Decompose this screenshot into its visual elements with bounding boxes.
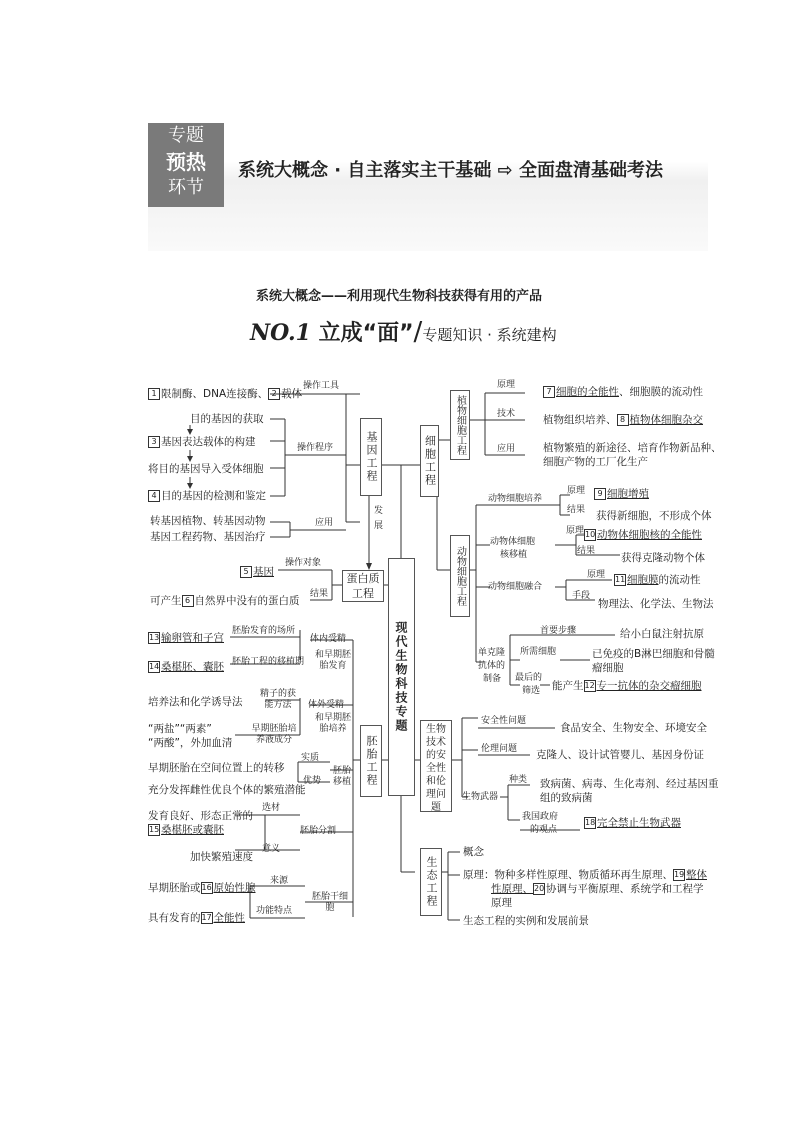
plant-app-1: 植物繁殖的新途径、培育作物新品种、 xyxy=(543,442,722,454)
gene-proc-4 xyxy=(148,490,266,503)
label-function: 功能特点 xyxy=(256,906,293,916)
protein-engineering-box: 蛋白质工程 xyxy=(342,570,384,602)
gene-proc-2 xyxy=(148,436,256,449)
blank-8: 8 xyxy=(617,414,629,426)
label-plant-tech: 技术 xyxy=(497,409,516,419)
embryo-medium-1: “两盐”“两素” xyxy=(148,723,212,735)
label-mab-1: 单克隆 xyxy=(478,648,506,658)
protein-result-post: 的蛋白质 xyxy=(257,595,300,607)
blank-20: 20 xyxy=(534,884,545,893)
plant-tech-text: 植物组织培养、 xyxy=(543,414,617,426)
embryo-source-text: 原始性腺 xyxy=(213,882,256,894)
gene-app-1: 转基因植物、转基因动物 xyxy=(150,515,266,527)
label-needed-cells: 所需细胞 xyxy=(520,647,557,657)
section-tail: 专题知识 · 系统建构 xyxy=(422,326,557,344)
blank-2: 2 xyxy=(268,388,280,400)
eco-principle-line2-pre: 性原理、 xyxy=(491,883,533,895)
label-embryo-split: 胚胎分割 xyxy=(300,826,337,836)
section-no: NO.1 xyxy=(250,320,311,346)
blank-12: 12 xyxy=(584,681,595,690)
embryo-source-pre: 早期胚胎或 xyxy=(148,882,201,894)
embryo-essence: 早期胚胎在空间位置上的转移 xyxy=(148,762,285,774)
blank-19: 19 xyxy=(674,870,685,879)
banner-title: 系统大概念 · 自主落实主干基础 ⇨ 全面盘清基础考法 xyxy=(238,160,663,181)
label-nt-result: 结果 xyxy=(577,546,596,556)
blank-16: 16 xyxy=(201,883,212,892)
blank-6: 6 xyxy=(182,595,194,607)
protein-result xyxy=(150,595,300,608)
label-operation-object: 操作对象 xyxy=(285,558,322,568)
blank-10: 10 xyxy=(585,530,596,539)
label-sperm-capacitation: 精子的获能方法 xyxy=(259,689,296,710)
label-first-step: 首要步骤 xyxy=(540,626,577,636)
embryo-selection-1: 发育良好、形态正常的 xyxy=(148,810,253,822)
label-cell-fusion: 动物细胞融合 xyxy=(488,582,543,592)
label-transfer-stage: 胚胎工程的移植期 xyxy=(232,657,305,667)
plant-app-2: 细胞产物的工厂化生产 xyxy=(543,456,648,468)
label-stem-cell: 胚胎干细胞 xyxy=(312,892,349,913)
eco-concept: 概念 xyxy=(463,846,484,858)
embryo-sperm-methods: 培养法和化学诱导法 xyxy=(148,696,243,708)
embryo-advantage: 充分发挥雌性优良个体的繁殖潜能 xyxy=(148,784,306,796)
label-medium: 早期胚胎培养液成分 xyxy=(251,724,297,745)
weapon-kinds-2: 组的致病菌 xyxy=(540,792,593,804)
eco-principle-pre: 原理：物种多样性原理、物质循环再生原理、 xyxy=(463,869,673,881)
animal-needed-cells-2: 瘤细胞 xyxy=(592,662,624,674)
embryo-function-text: 全能性 xyxy=(213,912,245,924)
label-develop: 发展 xyxy=(372,505,382,535)
embryo-selection-2 xyxy=(148,824,224,837)
label-culture: 和早期胚胎培养 xyxy=(314,713,351,734)
gene-tools-text: 限制酶、DNA连接酶、 xyxy=(161,388,269,400)
blank-18: 18 xyxy=(585,818,596,827)
label-source: 来源 xyxy=(270,876,289,886)
cell-engineering-box: 细胞工程 xyxy=(420,425,439,497)
label-fusion-means: 手段 xyxy=(572,591,591,601)
animal-fusion-principle-text2: 的流动性 xyxy=(658,574,701,586)
eco-principle-3: 原理 xyxy=(491,897,512,909)
badge-line-2: 预热 xyxy=(166,150,206,174)
gene-proc-1: 目的基因的获取 xyxy=(190,413,264,425)
blank-17: 17 xyxy=(201,913,212,922)
plant-cell-box: 植物细胞工程 xyxy=(450,390,470,460)
gene-proc-4-text: 目的基因的检测和鉴定 xyxy=(161,490,266,502)
embryo-engineering-box: 胚胎工程 xyxy=(360,725,382,797)
embryo-significance: 加快繁殖速度 xyxy=(190,851,253,863)
badge-line-1: 专题 xyxy=(168,125,204,146)
blank-15: 15 xyxy=(149,825,160,834)
safety-issues: 食品安全、生物安全、环境安全 xyxy=(560,722,707,734)
blank-9: 9 xyxy=(594,488,606,500)
animal-fusion-principle xyxy=(614,574,701,587)
blank-7: 7 xyxy=(543,386,555,398)
gene-engineering-box: 基因工程 xyxy=(360,418,382,496)
label-in-vivo: 体内受精 xyxy=(310,634,347,644)
gene-proc-3: 将目的基因导入受体细胞 xyxy=(148,463,264,475)
blank-14: 14 xyxy=(149,662,160,671)
eco-principle-b: 协调与平衡原理、系统学和工程学 xyxy=(546,883,704,895)
gene-tools-text2: 载体 xyxy=(281,388,303,400)
label-nuclear-transfer-1: 动物体细胞 xyxy=(490,537,536,547)
blank-4: 4 xyxy=(148,490,160,502)
government-view-text: 完全禁止生物武器 xyxy=(597,817,681,829)
plant-tech-text2: 植物体细胞杂交 xyxy=(629,414,703,426)
label-safety: 安全性问题 xyxy=(481,716,527,726)
safety-ethics-box: 生物技术的安全性和伦理问题 xyxy=(420,720,452,812)
label-final-screen-2: 筛选 xyxy=(522,686,541,696)
section-title: 立成“面” xyxy=(318,321,414,346)
plant-principle-text2: 、细胞膜的流动性 xyxy=(619,386,703,398)
embryo-function xyxy=(148,912,245,925)
gene-proc-2-text: 基因表达载体的构建 xyxy=(161,436,256,448)
label-bio-weapons: 生物武器 xyxy=(462,792,499,802)
animal-culture-result: 获得新细胞，不形成个体 xyxy=(596,510,712,522)
government-view xyxy=(584,817,681,830)
animal-cell-box: 动物细胞工程 xyxy=(450,535,470,617)
subtitle: 系统大概念——利用现代生物科技获得有用的产品 xyxy=(256,289,543,304)
label-nt-principle: 原理 xyxy=(566,526,585,536)
label-result: 结果 xyxy=(310,589,329,599)
eco-principle-1 xyxy=(463,869,707,882)
label-government-1: 我国政府 xyxy=(522,812,559,822)
animal-first-step: 给小白鼠注射抗原 xyxy=(620,628,704,640)
label-culture-principle: 原理 xyxy=(567,486,586,496)
label-plant-app: 应用 xyxy=(497,444,516,454)
label-fusion-principle: 原理 xyxy=(587,570,606,580)
animal-needed-cells-1: 已免疫的B淋巴细胞和骨髓 xyxy=(592,648,715,660)
label-procedure: 操作程序 xyxy=(297,443,334,453)
blank-11: 11 xyxy=(615,575,626,584)
embryo-medium-2: “两酸”，外加血清 xyxy=(148,737,233,749)
animal-nt-principle-text: 动物体细胞核的全能性 xyxy=(597,529,702,541)
label-final-screen-1: 最后的 xyxy=(515,673,543,683)
protein-result-pre: 可产生 xyxy=(150,595,182,607)
blank-1: 1 xyxy=(148,388,160,400)
blank-13: 13 xyxy=(149,633,160,642)
label-significance: 意义 xyxy=(262,844,281,854)
label-government-2: 的观点 xyxy=(530,825,558,835)
animal-fusion-principle-text: 细胞膜 xyxy=(627,574,659,586)
label-selection: 选材 xyxy=(262,803,281,813)
label-site: 胚胎发育的场所 xyxy=(232,626,296,636)
ethics-issues: 克隆人、设计试管婴儿、基因身份证 xyxy=(536,749,704,761)
embryo-source xyxy=(148,882,256,895)
label-advantage: 优势 xyxy=(303,776,322,786)
embryo-transfer-stage xyxy=(148,661,224,674)
label-ethics: 伦理问题 xyxy=(481,744,518,754)
label-tools: 操作工具 xyxy=(303,381,340,391)
protein-object xyxy=(240,566,274,579)
animal-final-screen xyxy=(552,680,702,693)
label-animal-culture: 动物细胞培养 xyxy=(488,494,543,504)
embryo-transfer-stage-text: 桑椹胚、囊胚 xyxy=(161,661,224,673)
blank-5: 5 xyxy=(240,566,252,578)
label-application: 应用 xyxy=(315,518,334,528)
embryo-site xyxy=(148,632,224,645)
label-nuclear-transfer-2: 核移植 xyxy=(500,550,528,560)
animal-nt-result: 获得克隆动物个体 xyxy=(621,552,705,564)
animal-nt-principle xyxy=(584,529,702,542)
animal-final-screen-text: 专一抗体的杂交瘤细胞 xyxy=(596,680,702,692)
animal-culture-principle xyxy=(594,488,649,501)
eco-examples: 生态工程的实例和发展前景 xyxy=(463,915,589,927)
protein-result-mid: 自然界中没有 xyxy=(194,595,258,607)
protein-object-text: 基因 xyxy=(253,566,274,578)
gene-app-2: 基因工程药物、基因治疗 xyxy=(150,531,266,543)
label-mab-2: 抗体的 xyxy=(478,661,506,671)
embryo-site-text: 输卵管和子宫 xyxy=(161,632,224,644)
label-weapon-kinds: 种类 xyxy=(509,775,528,785)
label-mab-3: 制备 xyxy=(483,674,502,684)
eco-principle-2 xyxy=(491,883,704,896)
weapon-kinds-1: 致病菌、病毒、生化毒剂、经过基因重 xyxy=(540,778,719,790)
animal-final-screen-pre: 能产生 xyxy=(552,680,584,692)
label-early-dev: 和早期胚胎发育 xyxy=(314,650,351,671)
embryo-selection-2-text: 桑椹胚或囊胚 xyxy=(161,824,224,836)
plant-principle-text: 细胞的全能性 xyxy=(556,386,619,398)
eco-engineering-box: 生态工程 xyxy=(420,848,442,916)
section-slash: / xyxy=(413,317,423,347)
animal-fusion-means: 物理法、化学法、生物法 xyxy=(598,598,714,610)
label-culture-result: 结果 xyxy=(567,505,586,515)
plant-tech xyxy=(543,414,703,427)
blank-3: 3 xyxy=(148,436,160,448)
badge-line-3: 环节 xyxy=(168,177,204,198)
plant-principle xyxy=(543,386,703,399)
label-plant-principle: 原理 xyxy=(497,380,516,390)
animal-culture-principle-text: 细胞增殖 xyxy=(607,488,649,500)
label-embryo-transfer: 胚胎移植 xyxy=(332,766,351,787)
label-essence: 实质 xyxy=(301,753,320,763)
eco-principle-a: 整体 xyxy=(686,869,707,881)
label-in-vitro: 体外受精 xyxy=(308,700,345,710)
center-box: 现代生物科技专题 xyxy=(388,558,415,796)
gene-tools xyxy=(148,388,302,401)
embryo-function-pre: 具有发育的 xyxy=(148,912,201,924)
